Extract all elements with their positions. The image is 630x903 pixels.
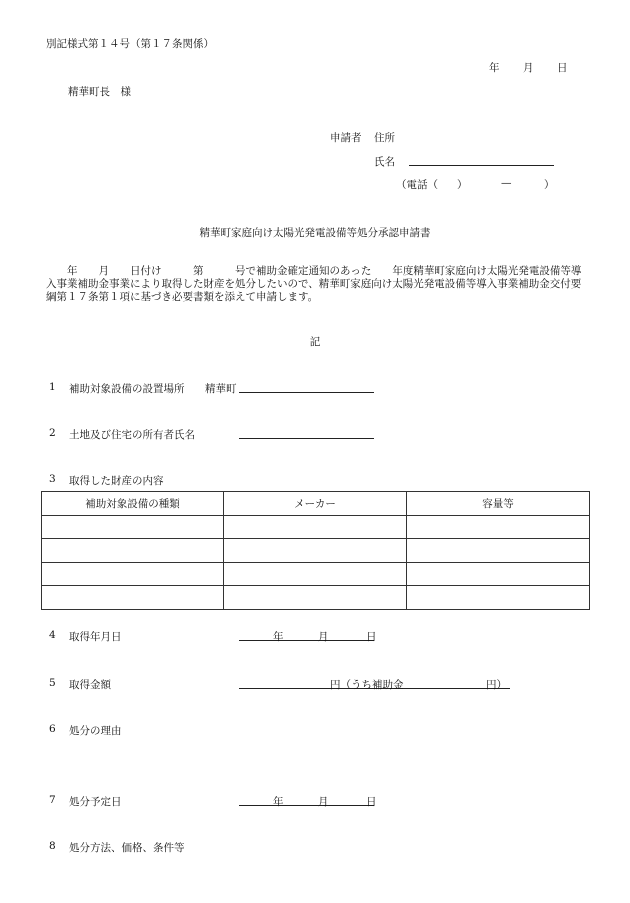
date-month-label: 月 [523, 62, 534, 74]
item7-date-field[interactable] [239, 794, 374, 806]
addressee: 精華町長 様 [68, 86, 131, 98]
table-cell[interactable] [224, 539, 407, 563]
table-row [42, 586, 590, 610]
table-row [42, 539, 590, 563]
name-field[interactable] [409, 154, 554, 166]
applicant-label: 申請者 [330, 132, 362, 144]
item4-day: 日 [366, 631, 377, 643]
date-day-label: 日 [557, 62, 568, 74]
item5-yen: 円（うち補助金 [330, 679, 404, 691]
item7-day: 日 [366, 796, 377, 808]
assets-table [41, 491, 590, 610]
item3-label: 取得した財産の内容 [69, 475, 164, 487]
item1-field[interactable] [239, 381, 374, 393]
item1-prefix: 精華町 [205, 383, 237, 395]
table-header-cell: メーカー [224, 492, 407, 516]
item2-number: 2 [49, 427, 56, 439]
item1-number: 1 [49, 381, 56, 393]
table-cell[interactable] [407, 562, 590, 586]
item4-year: 年 [273, 631, 284, 643]
phone-open: （電話（ [396, 179, 438, 191]
table-cell[interactable] [224, 515, 407, 539]
table-cell[interactable] [407, 515, 590, 539]
table-cell[interactable] [42, 515, 224, 539]
table-cell[interactable] [42, 586, 224, 610]
item7-month: 月 [318, 796, 329, 808]
phone-dash: — [501, 177, 512, 189]
table-cell[interactable] [407, 586, 590, 610]
item5-number: 5 [49, 677, 56, 689]
document-title: 精華町家庭向け太陽光発電設備等処分承認申請書 [199, 227, 431, 239]
table-header-cell: 容量等 [407, 492, 590, 516]
table-row [42, 562, 590, 586]
address-label: 住所 [374, 132, 395, 144]
item4-number: 4 [49, 629, 56, 641]
table-cell[interactable] [42, 562, 224, 586]
item6-label: 処分の理由 [69, 725, 122, 737]
table-cell[interactable] [42, 539, 224, 563]
table-header-cell: 補助対象設備の種類 [42, 492, 224, 516]
item7-number: 7 [49, 794, 56, 806]
item8-number: 8 [49, 840, 56, 852]
table-cell[interactable] [224, 586, 407, 610]
item3-number: 3 [49, 473, 56, 485]
item2-field[interactable] [239, 427, 374, 439]
date-year-label: 年 [489, 62, 500, 74]
item8-label: 処分方法、価格、条件等 [69, 842, 185, 854]
phone-paren-close: ） [457, 179, 468, 191]
item7-year: 年 [273, 796, 284, 808]
body-paragraph: 年 月 日付け 第 号で補助金確定通知のあった 年度精華町家庭向け太陽光発電設備等導入事業補助金事業により取得した財産を処分したいので、精華町家庭向け太陽光発電設備等導入事業補助金交付要綱第１７条第１項に基づき必要書類を添えて申請します。 [46, 265, 582, 303]
table-cell[interactable] [407, 539, 590, 563]
form-reference: 別記様式第１４号（第１７条関係） [46, 38, 214, 50]
phone-close: ） [544, 179, 555, 191]
item5-label: 取得金額 [69, 679, 111, 691]
item6-number: 6 [49, 723, 56, 735]
item2-label: 土地及び住宅の所有者氏名 [69, 429, 195, 441]
item1-label: 補助対象設備の設置場所 [69, 383, 185, 395]
table-header-row [42, 492, 590, 516]
item7-label: 処分予定日 [69, 796, 122, 808]
item4-date-field[interactable] [239, 629, 374, 641]
table-cell[interactable] [224, 562, 407, 586]
ki-marker: 記 [309, 336, 321, 348]
table-row [42, 515, 590, 539]
item4-month: 月 [318, 631, 329, 643]
name-label: 氏名 [374, 156, 395, 168]
item5-yen-close: 円） [486, 679, 507, 691]
item4-label: 取得年月日 [69, 631, 122, 643]
